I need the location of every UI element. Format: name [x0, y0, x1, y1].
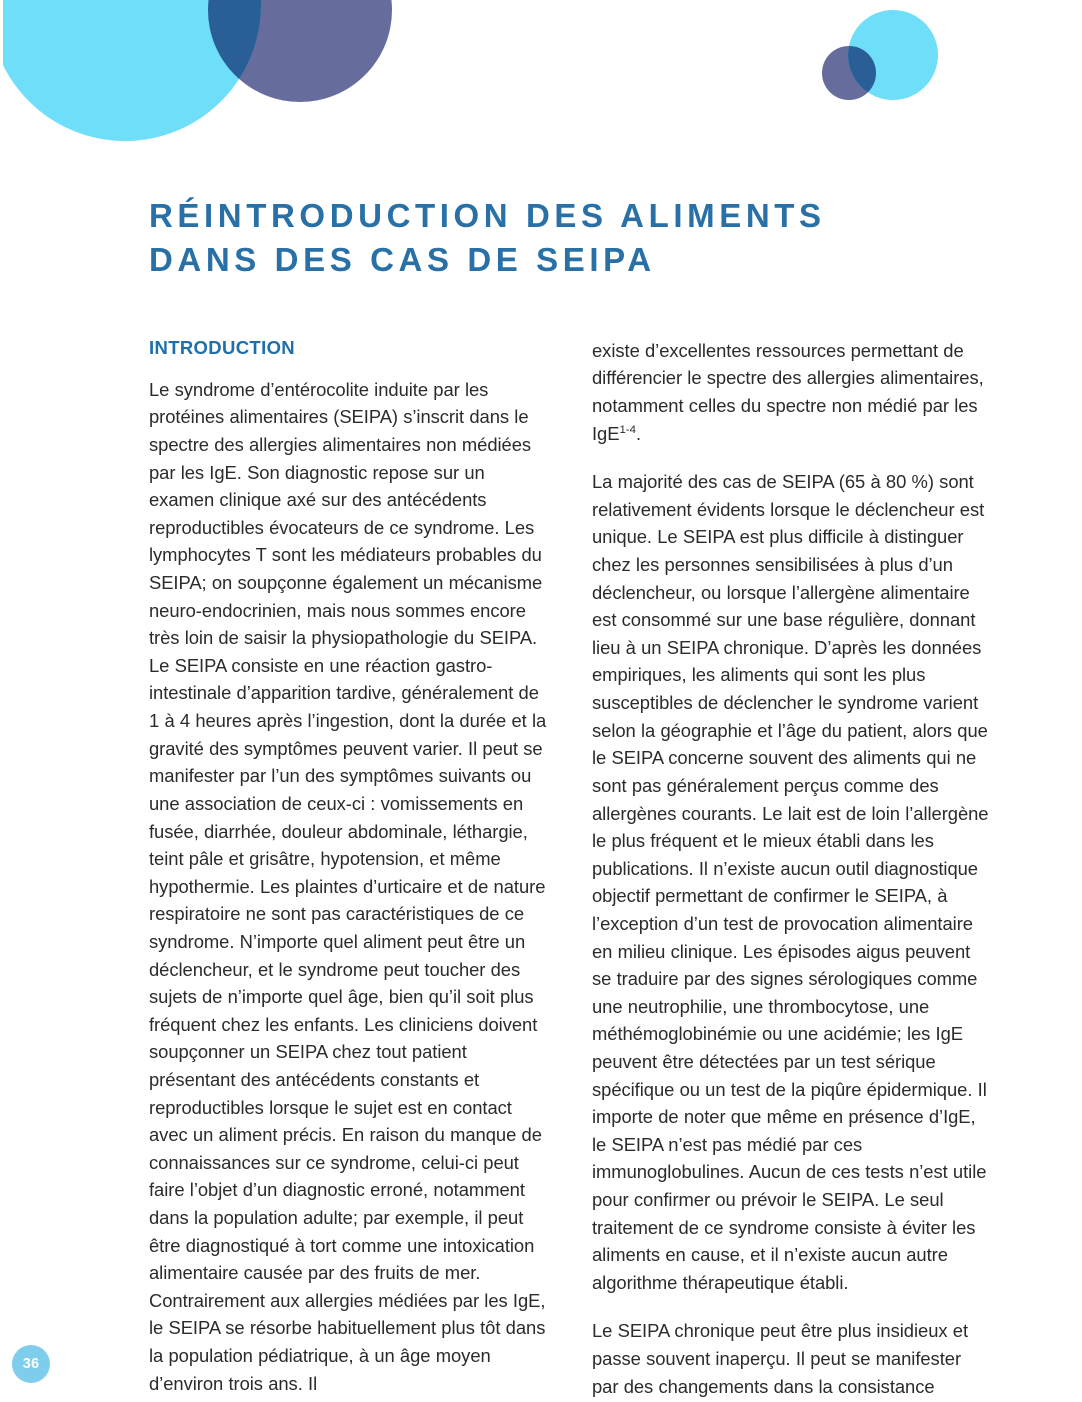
paragraph: La majorité des cas de SEIPA (65 à 80 %) sont relativement évidents lorsque le déclencheur est unique. Le SEIPA est plus difficile à distinguer chez les personnes sensibilisées à plus d’un déclencheur, ou lorsque l’allergène alimentaire est consommé sur une base régulière, donnant lieu à un SEIPA chronique. D’après les données empiriques, les aliments qui sont les plus susceptibles de déclencher le syndrome varient selon la géographie et l’âge du patient, alors que le SEIPA concerne souvent des aliments qui ne sont pas généralement perçus comme des allergènes courants. Le lait est de loin l’allergène le plus fréquent et le mieux établi dans les publications. Il n’existe aucun outil diagnostique objectif permettant de confirmer le SEIPA, à l’exception d’un test de provocation alimentaire en milieu clinique. Les épisodes aigus peuvent se traduire par des signes sérologiques comme une neutrophilie, une thrombocytose, une méthémoglobinémie ou une acidémie; les IgE peuvent être détectées par un test sérique spécifique ou un test de la piqûre épidermique. Il importe de noter que même en présence d’IgE, le SEIPA n’est pas médié par ces immunoglobulines. Aucun de ces tests n’est utile pour confirmer ou prévoir le SEIPA. Le seul traitement de ce syndrome consiste à éviter les aliments en cause, et il n’existe aucun autre algorithme thérapeutique établi. [592, 471, 989, 1293]
paragraph-with-reference [592, 337, 992, 447]
right-column [592, 337, 992, 1401]
paragraph: Le syndrome d’entérocolite induite par les protéines alimentaires (SEIPA) s’inscrit dans le spectre des allergies alimentaires non médiées par les IgE. Son diagnostic repose sur un examen clinique axé sur des antécédents reproductibles évocateurs de ce syndrome. Les lymphocytes T sont les médiateurs probables du SEIPA; on soupçonne également un mécanisme neuro-endocrinien, mais nous sommes encore très loin de saisir la physiopathologie du SEIPA. Le SEIPA consiste en une réaction gastro-intestinale d’apparition tardive, généralement de 1 à 4 heures après l’ingestion, dont la durée et la gravité des symptômes peuvent varier. Il peut se manifester par l’un des symptômes suivants ou une association de ceux-ci : vomissements en fusée, diarrhée, douleur abdominale, léthargie, teint pâle et grisâtre, hypotension, et même hypothermie. Les plaintes d’urticaire et de nature respiratoire ne sont pas caractéristiques de ce syndrome. N’importe quel aliment peut être un déclencheur, et le syndrome peut toucher des sujets de n’importe quel âge, bien qu’il soit plus fréquent chez les enfants. Les cliniciens doivent soupçonner un SEIPA chez tout patient présentant des antécédents constants et reproductibles lorsque le sujet est en contact avec un aliment précis. En raison du manque de connaissances sur ce syndrome, celui-ci peut faire l’objet d’un diagnostic erroné, notamment dans la population adulte; par exemple, il peut être diagnostiqué à tort comme une intoxication alimentaire causée par des fruits de mer. Contrairement aux allergies médiées par les IgE, le SEIPA se résorbe habituellement plus tôt dans la population pédiatrique, à un âge moyen d’environ trois ans. Il [149, 378, 547, 1394]
section-heading-introduction: INTRODUCTION [149, 336, 296, 358]
paragraph-text-before-reference: existe d’excellentes ressources permettant de différencier le spectre des allergies alimentaires, notamment celles du spectre non médié par les IgE [592, 339, 984, 444]
page-content [149, 0, 1011, 1400]
page-left-edge [0, 0, 3, 1402]
page-number-badge [12, 1345, 50, 1383]
two-column-body [149, 337, 1011, 1401]
left-column [149, 337, 549, 1401]
paragraph: Le SEIPA chronique peut être plus insidieux et passe souvent inaperçu. Il peut se manifester par des changements dans la consistance [592, 1320, 969, 1397]
paragraph-text-after-reference: . [635, 422, 641, 444]
citation-reference: 1-4 [619, 423, 636, 436]
page-title: RÉINTRODUCTION DES ALIMENTS DANS DES CAS DE SEIPA [149, 197, 826, 278]
page-number-label: 36 [22, 1356, 40, 1372]
